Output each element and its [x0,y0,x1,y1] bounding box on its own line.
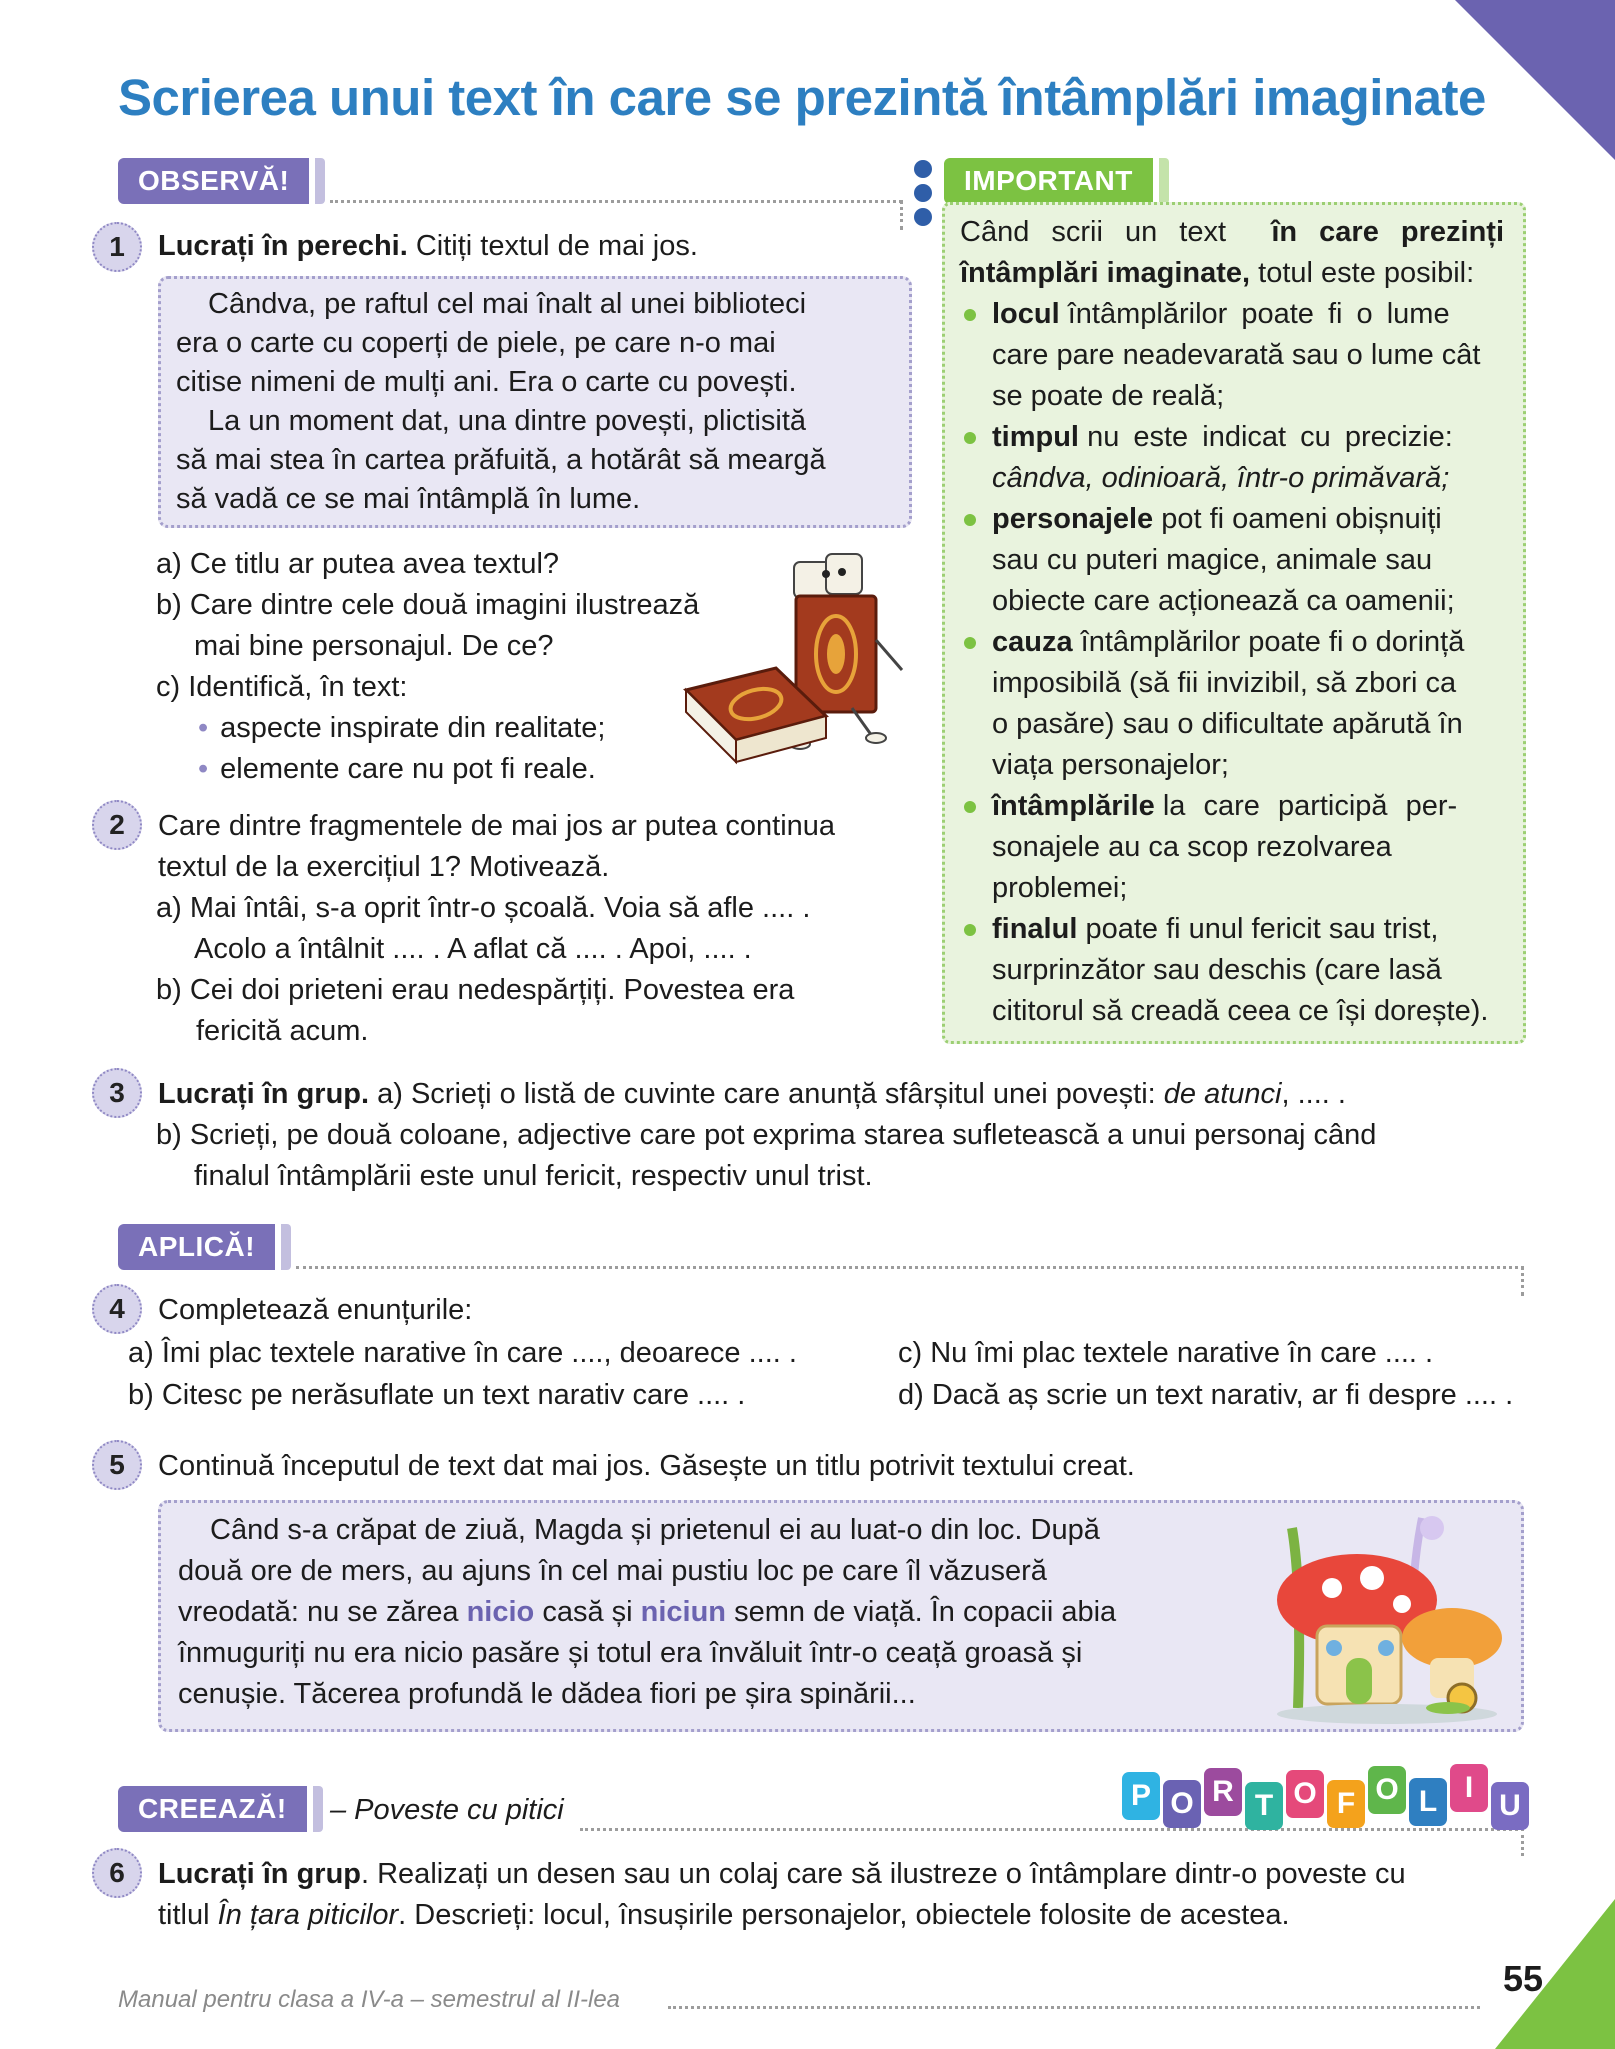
statement-d: d) Dacă aș scrie un text narativ, ar fi despre .... . [898,1379,1514,1411]
story-line [178,1592,1116,1633]
instruction-lead: Lucrați în grup. [158,1078,370,1110]
exercise-number: 3 [92,1068,142,1118]
item-keyword: timpul [992,421,1079,453]
story-line: două ore de mers, au ajuns în cel mai pustiu loc pe care îl văzuseră [178,1555,1047,1587]
passage-line: La un moment dat, una dintre povești, plictisită [208,405,807,437]
exercise-instruction [158,226,698,267]
instruction-text: . Realizați un desen sau un colaj care să ilustreze o întâmplare dintr-o poveste cu [361,1858,1406,1890]
exercise-number: 6 [92,1848,142,1898]
item-text: o pasăre) sau o dificultate apărută în [992,708,1463,740]
page-title: Scrierea unui text în care se prezintă întâmplări imaginate [118,69,1486,126]
question-b: b) Care dintre cele două imagini ilustrează [156,589,700,621]
divider [1521,1266,1524,1296]
divider [1521,1828,1524,1856]
portofoliu-letter: O [1368,1766,1406,1814]
intro-text: totul este posibil: [1258,257,1475,289]
option-b-cont: fericită acum. [196,1015,369,1047]
portofoliu-letter: F [1327,1780,1365,1828]
option-a-cont: Acolo a întâlnit .... . A aflat că .... . Apoi, .... . [194,933,752,965]
instruction-title: În țara piticilor [217,1899,399,1931]
question-b: b) Scrieți, pe două coloane, adjective care pot exprima starea sufletească a unui personaj când [156,1119,1377,1151]
important-intro-cont [960,253,1474,294]
mushroom-house-icon [1277,1516,1502,1724]
instruction-lead: Lucrați în grup [158,1858,361,1890]
instruction-text: a) Scrieți o listă de cuvinte care anunță sfârșitul unei povești: [377,1078,1156,1110]
mushroom-house-illustration [1262,1508,1512,1728]
portofoliu-letter: P [1122,1772,1160,1820]
portofoliu-letter: U [1491,1782,1529,1830]
story-line: înmuguriți nu era nicio pasăre și totul era învăluit într-o ceață groasă și [178,1637,1083,1669]
section-label-observa: OBSERVĂ! [118,158,309,204]
important-item-finalul [992,909,1438,950]
section-subtitle: – Poveste cu pitici [330,1794,564,1826]
item-text: pot fi oameni obișnuiți [1161,503,1442,535]
instruction-text: titlul [158,1899,210,1931]
story-text: semn de viață. În copacii abia [734,1596,1117,1628]
exercise-instruction: Care dintre fragmentele de mai jos ar putea continua [158,810,836,842]
footer-divider [668,2006,1480,2009]
statement-c: c) Nu îmi plac textele narative în care .... . [898,1337,1434,1369]
statement-a: a) Îmi plac textele narative în care ...., deoarece .... . [128,1337,797,1369]
item-keyword: finalul [992,913,1078,945]
portofoliu-badge [1122,1772,1532,1820]
highlighted-word: nicio [466,1596,535,1628]
section-label-creeaza: CREEAZĂ! [118,1786,307,1832]
passage-line: era o carte cu coperți de piele, pe care n-o mai [176,327,776,359]
bullet-dot [964,637,976,649]
important-item-intamplarile [992,786,1457,827]
decorative-dots [914,160,932,232]
bullet-dot [964,801,976,813]
important-item-timpul [992,417,1453,458]
item-text: sonajele au ca scop rezolvarea [992,831,1392,863]
question-c: c) Identifică, în text: [156,671,408,703]
option-b: b) Cei doi prieteni erau nedespărțiți. Povestea era [156,974,795,1006]
story-line: Când s-a crăpat de ziuă, Magda și prietenul ei au luat-o din loc. După [210,1514,1100,1546]
bullet-dot [964,309,976,321]
option-a: a) Mai întâi, s-a oprit într-o școală. Voia să afle .... . [156,892,811,924]
bullet-dot [964,514,976,526]
bullet-dot [964,432,976,444]
item-text: la care participă per- [1162,790,1458,822]
divider [330,200,902,203]
exercise-number: 1 [92,222,142,272]
exercise-instruction [158,1074,1346,1115]
question-b-cont: mai bine personajul. De ce? [194,630,554,662]
item-text: întâmplărilor poate fi o dorință [1080,626,1465,658]
important-item-cauza [992,622,1464,663]
passage-line: să vadă ce se mai întâmplă în lume. [176,483,641,515]
story-text: vreodată: nu se zărea [178,1596,459,1628]
divider [296,1266,1524,1269]
bullet-item: • aspecte inspirate din realitate; [198,708,605,749]
footer-text: Manual pentru clasa a IV-a – semestrul al II-lea [118,1986,621,2013]
item-text: care pare neadevarată sau o lume cât [992,339,1481,371]
portofoliu-letter: L [1409,1778,1447,1826]
item-text: poate fi unul fericit sau trist, [1085,913,1439,945]
exercise-instruction: Continuă începutul de text dat mai jos. Găsește un titlu potrivit textului creat. [158,1450,1135,1482]
instruction-text: , .... . [1281,1078,1346,1110]
statement-b: b) Citesc pe nerăsuflate un text narativ care .... . [128,1379,746,1411]
item-text: cândva, odinioară, într-o primăvară; [992,462,1450,494]
instruction-text: . Descrieți: locul, însușirile personajelor, obiectele folosite de acestea. [398,1899,1290,1931]
item-text: nu este indicat cu precizie: [1087,421,1453,453]
intro-text: Când scrii un text [960,216,1227,248]
instruction-example: de atunci [1163,1078,1282,1110]
page-number: 55 [1502,1958,1543,1999]
portofoliu-letter: R [1204,1768,1242,1816]
section-label-aplica: APLICĂ! [118,1224,275,1270]
portofoliu-letter: O [1163,1780,1201,1828]
section-label-important: IMPORTANT [944,158,1153,204]
instruction-text: Citiți textul de mai jos. [415,230,698,262]
portofoliu-letter: I [1450,1764,1488,1812]
item-text: cititorul să creadă ceea ce își dorește). [992,995,1489,1027]
item-text: imposibilă (să fii invizibil, să zbori ca [992,667,1457,699]
exercise-number: 2 [92,800,142,850]
question-b-cont: finalul întâmplării este unul fericit, respectiv unul trist. [194,1160,873,1192]
intro-bold: în care prezinți [1271,216,1504,248]
story-line: cenușie. Tăcerea profundă le dădea fiori pe șira spinării... [178,1678,916,1710]
bullet-item: • elemente care nu pot fi reale. [198,749,596,790]
exercise-instruction: Completează enunțurile: [158,1294,473,1326]
item-text: obiecte care acționează ca oamenii; [992,585,1455,617]
highlighted-word: niciun [640,1596,727,1628]
bullet-dot [964,924,976,936]
exercise-number: 4 [92,1284,142,1334]
item-keyword: personajele [992,503,1154,535]
exercise-number: 5 [92,1440,142,1490]
story-text: casă și [542,1596,633,1628]
books-illustration [676,540,926,780]
exercise-instruction-cont [158,1895,1290,1936]
portofoliu-letter: O [1286,1770,1324,1818]
question-a: a) Ce titlu ar putea avea textul? [156,548,560,580]
item-keyword: întâmplările [992,790,1155,822]
passage-line: să mai stea în cartea prăfuită, a hotărât să meargă [176,444,826,476]
item-text: viața personajelor; [992,749,1229,781]
item-text: surprinzător sau deschis (care lasă [992,954,1442,986]
item-text: sau cu puteri magice, animale sau [992,544,1433,576]
divider [900,200,903,230]
item-text: problemei; [992,872,1128,904]
divider [580,1828,1524,1831]
exercise-instruction-cont: textul de la exercițiul 1? Motivează. [158,851,610,883]
item-text: se poate de reală; [992,380,1225,412]
instruction-lead: Lucrați în perechi. [158,230,408,262]
passage-line: citise nimeni de mulți ani. Era o carte cu povești. [176,366,797,398]
item-text: întâmplărilor poate fi o lume [1067,298,1450,330]
passage-line: Cândva, pe raftul cel mai înalt al unei biblioteci [208,288,807,320]
item-keyword: cauza [992,626,1073,658]
intro-bold: întâmplări imaginate, [960,257,1251,289]
important-item-locul [992,294,1450,335]
exercise-instruction [158,1854,1406,1895]
portofoliu-letter: T [1245,1782,1283,1830]
important-intro [960,212,1504,253]
item-keyword: locul [992,298,1060,330]
important-item-personajele [992,499,1442,540]
